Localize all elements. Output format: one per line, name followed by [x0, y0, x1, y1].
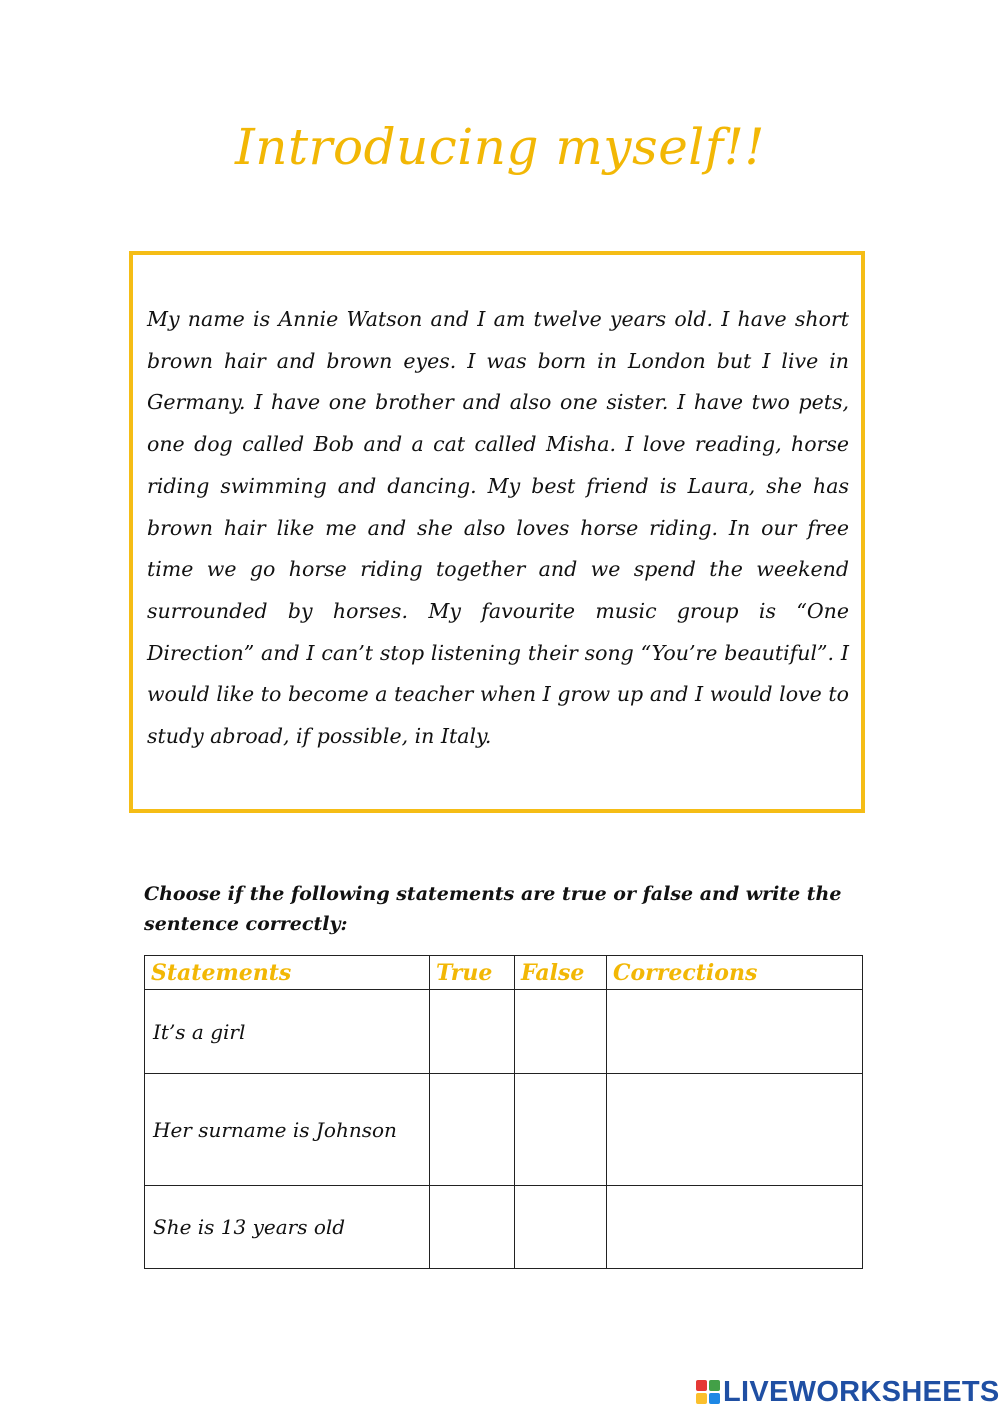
- statement-cell: It’s a girl: [145, 990, 430, 1074]
- true-false-table: [144, 955, 863, 1269]
- statement-cell: Her surname is Johnson: [145, 1074, 430, 1186]
- true-answer-cell[interactable]: [430, 990, 515, 1074]
- reading-passage-box: [129, 251, 865, 813]
- correction-answer-cell[interactable]: [607, 1186, 863, 1269]
- header-false: False: [515, 956, 607, 990]
- exercise-instruction: Choose if the following statements are true or false and write the sentence correctly:: [144, 883, 842, 935]
- page-title: Introducing myself!!: [235, 118, 765, 176]
- false-answer-cell[interactable]: [515, 1186, 607, 1269]
- footer-brand: [696, 1377, 1000, 1407]
- true-answer-cell[interactable]: [430, 1074, 515, 1186]
- correction-answer-cell[interactable]: [607, 990, 863, 1074]
- header-corrections: Corrections: [607, 956, 863, 990]
- header-statements: Statements: [145, 956, 430, 990]
- header-true: True: [430, 956, 515, 990]
- brand-name: LIVEWORKSHEETS: [723, 1375, 1000, 1408]
- table-row: [145, 990, 863, 1074]
- reading-passage-text: My name is Annie Watson and I am twelve years old. I have short brown hair and brown eyes. I was born in London but I live in Germany. I have one brother and also one sister. I have two pets, one dog called Bob and a cat called Misha. I love reading, horse riding swimming and dancing. My best friend is Laura, she has brown hair like me and she also loves horse riding. In our free time we go horse riding together and we spend the weekend surrounded by horses. My favourite music group is “One Direction” and I can’t stop listening their song “You’re beautiful”. I would like to become a teacher when I grow up and I would love to study abroad, if possible, in Italy.: [147, 307, 849, 749]
- table-header-row: [145, 956, 863, 990]
- table-row: [145, 1186, 863, 1269]
- correction-answer-cell[interactable]: [607, 1074, 863, 1186]
- true-answer-cell[interactable]: [430, 1186, 515, 1269]
- statement-cell: She is 13 years old: [145, 1186, 430, 1269]
- liveworksheets-logo-icon: [696, 1380, 720, 1404]
- table-row: [145, 1074, 863, 1186]
- false-answer-cell[interactable]: [515, 1074, 607, 1186]
- false-answer-cell[interactable]: [515, 990, 607, 1074]
